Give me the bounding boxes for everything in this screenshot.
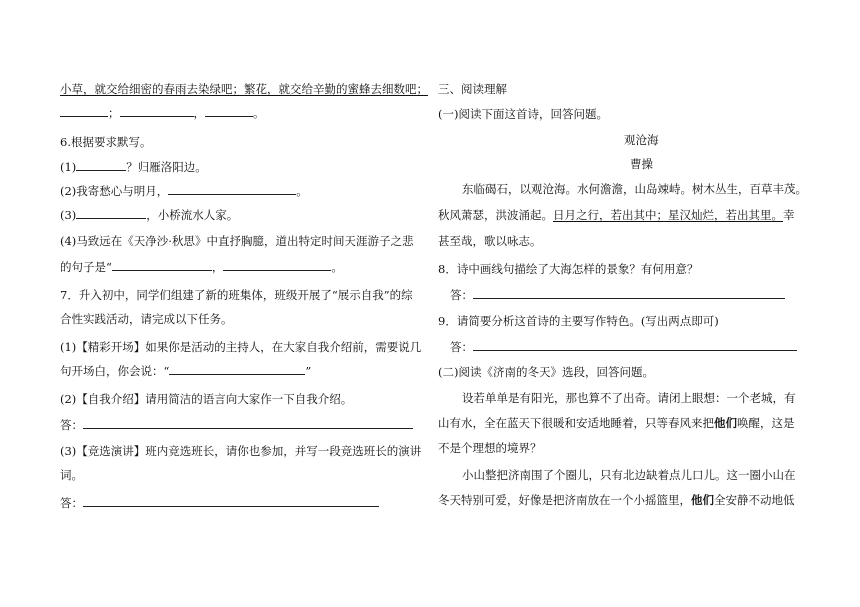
- poem-line: 秋风萧瑟，洪波涌起。日月之行，若出其中；星汉灿烂，若出其里。幸: [438, 208, 795, 222]
- poem-line: 东临碣石，以观沧海。水何澹澹，山岛竦峙。树木丛生，百草丰茂。: [462, 182, 807, 196]
- question-8: 8．诗中画线句描绘了大海怎样的景象？有何用意？: [438, 262, 699, 276]
- answer-blank[interactable]: [205, 104, 253, 117]
- paragraph-line: 山有水，全在蓝天下很暖和安适地睡着，只等春风来把他们唤醒，这是: [438, 416, 795, 430]
- answer-blank[interactable]: [83, 416, 413, 429]
- paragraph-line: 不是个理想的境界？: [438, 441, 542, 455]
- q7-item-2: (2)【自我介绍】请用简洁的语言向大家作一下自我介绍。: [60, 392, 353, 406]
- answer-blank[interactable]: [76, 158, 126, 171]
- q7-item-1-cont: 句开场白，你会说：“ ”: [60, 364, 312, 378]
- paragraph-line: 设若单单是有阳光，那也算不了出奇。请闭上眼想：一个老城，有: [462, 391, 796, 405]
- text-line: 小草，就交给细密的春雨去染绿吧；繁花，就交给辛勤的蜜蜂去细数吧；: [60, 82, 428, 96]
- answer-line: 答：: [60, 494, 379, 512]
- answer-blank[interactable]: [60, 104, 108, 117]
- poem-title: 观沧海: [624, 133, 659, 147]
- q6-item-3: (3) ，小桥流水人家。: [60, 208, 239, 222]
- q7-item-3: (3)【竞选演讲】班内竞选班长，请你也参加，并写一段竞选班长的演讲: [60, 444, 422, 458]
- question-7-cont: 合性实践活动，请完成以下任务。: [60, 312, 233, 326]
- answer-blank[interactable]: [169, 362, 305, 375]
- paragraph-line: 冬天特别可爱，好像是把济南放在一个小摇篮里，他们全安静不动地低: [438, 493, 795, 507]
- question-9: 9．请简要分析这首诗的主要写作特色。(写出两点即可): [438, 314, 719, 328]
- answer-blank[interactable]: [83, 494, 379, 507]
- paragraph-line: 小山整把济南围了个圈儿，只有北边缺着点儿口儿。这一圈小山在: [462, 468, 796, 482]
- answer-blank[interactable]: [223, 258, 331, 271]
- fill-line: ； ， 。: [60, 104, 265, 122]
- answer-blank[interactable]: [120, 104, 194, 117]
- q6-item-1: (1) ？归雁洛阳边。: [60, 160, 207, 174]
- question-7: 7．升入初中，同学们组建了新的班集体，班级开展了“展示自我”的综: [60, 288, 413, 302]
- answer-blank[interactable]: [112, 258, 212, 271]
- poem-line: 甚至哉，歌以咏志。: [438, 234, 542, 248]
- section-heading: 三、阅读理解: [438, 82, 507, 96]
- answer-line: 答：: [450, 338, 797, 356]
- subsection-1: (一)阅读下面这首诗，回答问题。: [438, 107, 608, 121]
- q6-item-2: (2)我寄愁心与明月， 。: [60, 184, 308, 198]
- q7-item-3-cont: 词。: [60, 468, 83, 482]
- answer-blank[interactable]: [473, 286, 785, 299]
- subsection-2: (二)阅读《济南的冬天》选段，回答问题。: [438, 365, 654, 379]
- question-6: 6.根据要求默写。: [60, 135, 152, 149]
- poem-author: 曹操: [630, 157, 653, 171]
- answer-blank[interactable]: [168, 182, 296, 195]
- answer-line: 答：: [60, 416, 413, 434]
- q7-item-1: (1)【精彩开场】如果你是活动的主持人，在大家自我介绍前，需要说几: [60, 340, 422, 354]
- underlined-sentence: 日月之行，若出其中；星汉灿烂，若出其里。: [553, 208, 783, 222]
- q6-item-4: (4)马致远在《天净沙·秋思》中直抒胸臆，道出特定时间天涯游子之悲: [60, 234, 414, 248]
- answer-blank[interactable]: [76, 206, 146, 219]
- answer-line: 答：: [450, 286, 785, 304]
- q6-item-4-cont: 的句子是“ ， 。: [60, 260, 343, 274]
- answer-blank[interactable]: [473, 338, 797, 351]
